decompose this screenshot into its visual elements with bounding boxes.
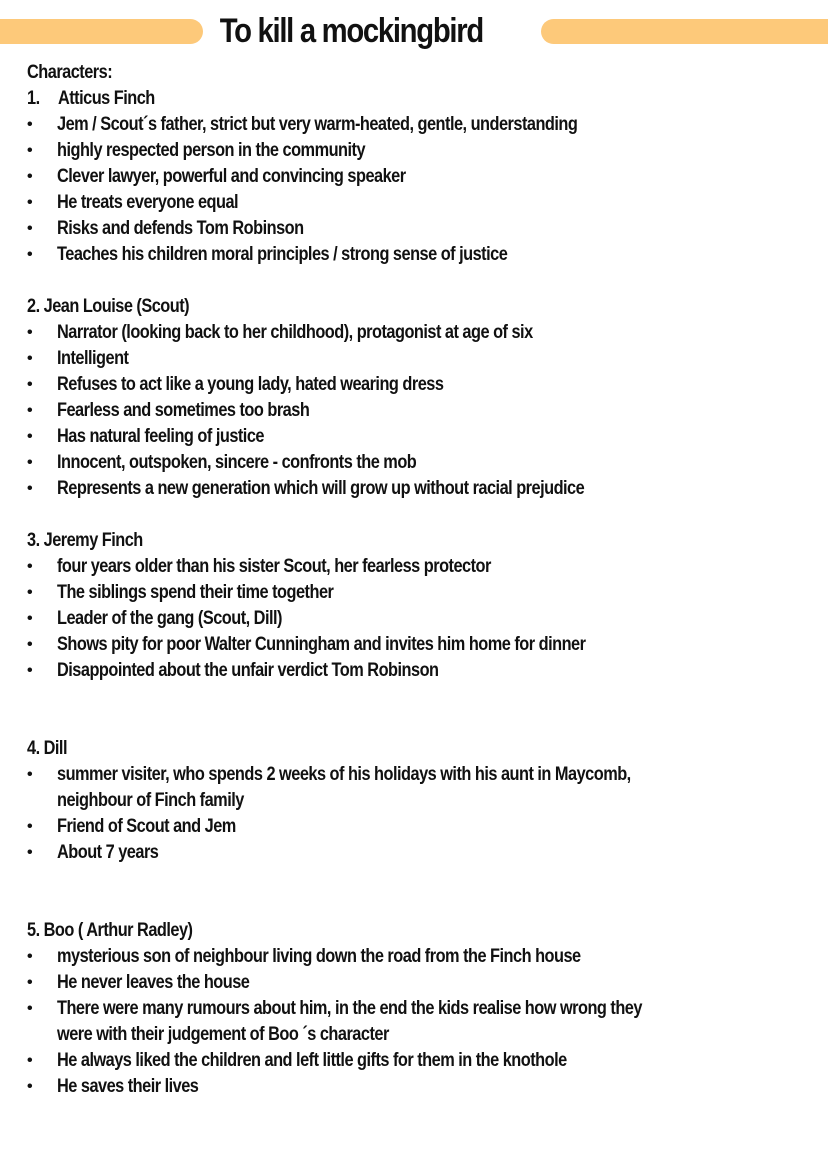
- bullet-list: [27, 762, 817, 866]
- decorative-bar-right: [541, 19, 828, 44]
- section-boo-radley: [27, 918, 817, 1100]
- list-item: • mysterious son of neighbour living down the road from the Finch house: [27, 944, 817, 970]
- bullet-icon: •: [27, 584, 33, 601]
- bullet-icon: •: [27, 168, 33, 185]
- list-item: • The siblings spend their time together: [27, 580, 817, 606]
- bullet-icon: •: [27, 1000, 33, 1017]
- section-heading: 5. Boo ( Arthur Radley): [27, 920, 193, 941]
- bullet-icon: •: [27, 428, 33, 445]
- bullet-icon: •: [27, 480, 33, 497]
- bullet-icon: •: [27, 1078, 33, 1095]
- list-item: • Teaches his children moral principles / strong sense of justice: [27, 242, 817, 268]
- list-item: • Clever lawyer, powerful and convincing speaker: [27, 164, 817, 190]
- list-item: • He saves their lives: [27, 1074, 817, 1100]
- bullet-icon: •: [27, 324, 33, 341]
- list-item: • Has natural feeling of justice: [27, 424, 817, 450]
- section-number: 1.: [27, 88, 40, 109]
- bullet-icon: •: [27, 948, 33, 965]
- section-jeremy-finch: [27, 528, 817, 684]
- bullet-icon: •: [27, 974, 33, 991]
- bullet-icon: •: [27, 558, 33, 575]
- bullet-icon: •: [27, 402, 33, 419]
- document-body: [27, 60, 817, 1100]
- bullet-icon: •: [27, 194, 33, 211]
- bullet-icon: •: [27, 766, 33, 783]
- decorative-bar-left: [0, 19, 203, 44]
- list-item: • Innocent, outspoken, sincere - confronts the mob: [27, 450, 817, 476]
- list-item: • Friend of Scout and Jem: [27, 814, 817, 840]
- bullet-list: [27, 944, 817, 1100]
- list-item: • Jem / Scout´s father, strict but very warm-heated, gentle, understanding: [27, 112, 817, 138]
- list-item: • He always liked the children and left little gifts for them in the knothole: [27, 1048, 817, 1074]
- list-item: • He treats everyone equal: [27, 190, 817, 216]
- bullet-icon: •: [27, 662, 33, 679]
- list-item: • He never leaves the house: [27, 970, 817, 996]
- bullet-icon: •: [27, 350, 33, 367]
- bullet-icon: •: [27, 636, 33, 653]
- list-item: • Narrator (looking back to her childhood), protagonist at age of six: [27, 320, 817, 346]
- section-heading: 2. Jean Louise (Scout): [27, 296, 190, 317]
- list-item: • Represents a new generation which will grow up without racial prejudice: [27, 476, 817, 502]
- list-item: • Disappointed about the unfair verdict Tom Robinson: [27, 658, 817, 684]
- list-item: • highly respected person in the community: [27, 138, 817, 164]
- bullet-list: [27, 112, 817, 268]
- spacer: [27, 502, 817, 528]
- bullet-icon: •: [27, 610, 33, 627]
- bullet-icon: •: [27, 142, 33, 159]
- bullet-icon: •: [27, 246, 33, 263]
- spacer: [27, 866, 817, 918]
- bullet-icon: •: [27, 454, 33, 471]
- characters-label: Characters:: [27, 62, 113, 83]
- list-item: • Fearless and sometimes too brash: [27, 398, 817, 424]
- bullet-icon: •: [27, 844, 33, 861]
- bullet-list: [27, 320, 817, 502]
- section-heading: 3. Jeremy Finch: [27, 530, 143, 551]
- list-item: • Intelligent: [27, 346, 817, 372]
- list-item: • Shows pity for poor Walter Cunningham and invites him home for dinner: [27, 632, 817, 658]
- section-dill: [27, 736, 817, 866]
- bullet-icon: •: [27, 376, 33, 393]
- list-item: • There were many rumours about him, in the end the kids realise how wrong they were with their judgement of Boo ´s character: [27, 998, 642, 1045]
- list-item: • Leader of the gang (Scout, Dill): [27, 606, 817, 632]
- section-name: Atticus Finch: [57, 88, 155, 109]
- list-item: • Refuses to act like a young lady, hated wearing dress: [27, 372, 817, 398]
- section-heading: 4. Dill: [27, 738, 67, 759]
- list-item: • summer visiter, who spends 2 weeks of his holidays with his aunt in Maycomb, neighbour of Finch family: [27, 764, 631, 811]
- section-atticus-finch: [27, 86, 817, 268]
- list-item: • Risks and defends Tom Robinson: [27, 216, 817, 242]
- bullet-list: [27, 554, 817, 684]
- spacer: [27, 268, 817, 294]
- spacer: [27, 684, 817, 736]
- section-jean-louise: [27, 294, 817, 502]
- bullet-icon: •: [27, 818, 33, 835]
- list-item: • About 7 years: [27, 840, 817, 866]
- section-heading: [27, 86, 706, 112]
- bullet-icon: •: [27, 1052, 33, 1069]
- list-item: • four years older than his sister Scout, her fearless protector: [27, 554, 817, 580]
- document-header: [0, 0, 828, 64]
- document-title: To kill a mockingbird: [219, 12, 483, 50]
- bullet-icon: •: [27, 116, 33, 133]
- bullet-icon: •: [27, 220, 33, 237]
